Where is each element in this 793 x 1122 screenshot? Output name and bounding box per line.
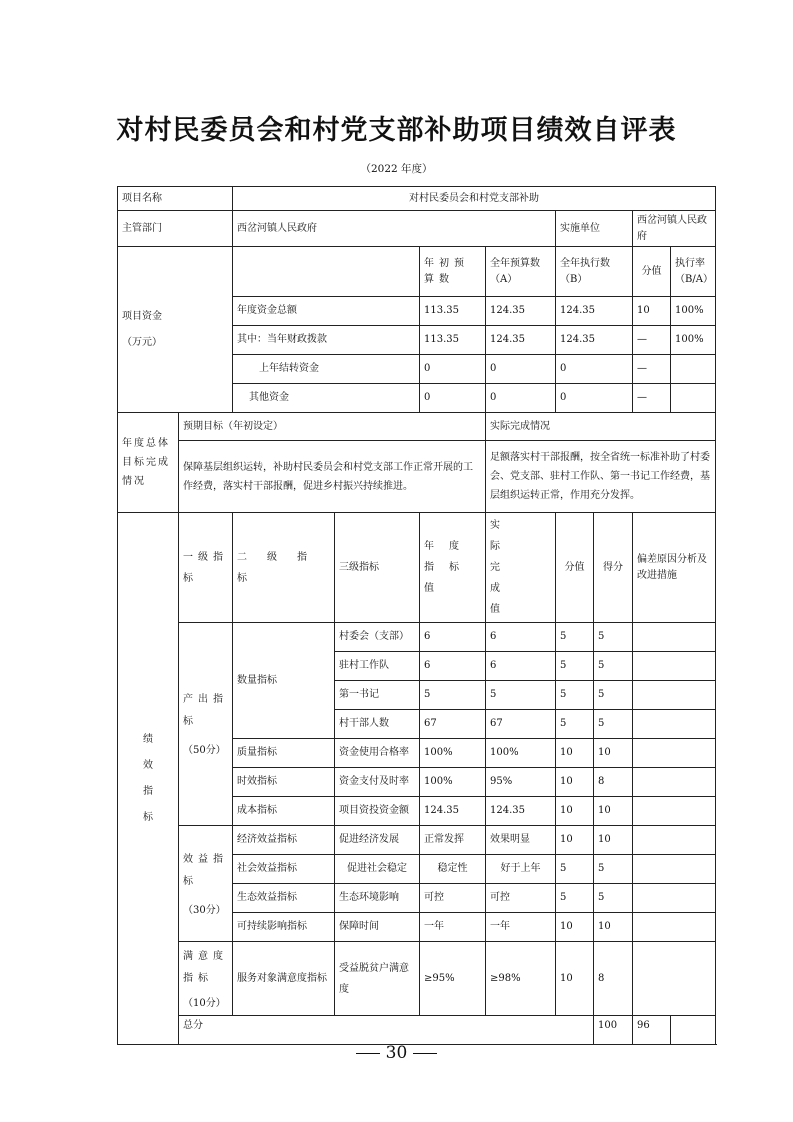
output-points: （50分）: [183, 745, 226, 757]
perf-score-value: 10: [556, 797, 594, 826]
funds-row-score-value: —: [633, 355, 671, 384]
perf-target: 可控: [420, 884, 486, 913]
perf-actual: 124.35: [486, 797, 556, 826]
perf-header-score: 得分: [594, 513, 633, 623]
funds-unit: （万元）: [122, 336, 162, 348]
perf-target: 100%: [420, 768, 486, 797]
perf-deviation: [633, 652, 716, 681]
perf-actual: 67: [486, 710, 556, 739]
perf-level3: 保障时间: [335, 913, 420, 942]
perf-actual: 5: [486, 681, 556, 710]
perf-deviation: [633, 797, 716, 826]
perf-header-actual: 实际完成值: [486, 513, 556, 623]
perf-deviation: [633, 884, 716, 913]
project-name-value: 对村民委员会和村党支部补助: [233, 187, 716, 211]
perf-actual: 6: [486, 652, 556, 681]
implementer-value: 西岔河镇人民政府: [633, 211, 716, 247]
perf-score: 5: [594, 652, 633, 681]
goals-label: 年度总体目标完成情况: [118, 413, 179, 513]
funds-header-score-value: 分值: [633, 247, 671, 297]
perf-score-value: 10: [556, 826, 594, 855]
funds-header-blank: [233, 247, 420, 297]
funds-label: 项目资金: [122, 311, 162, 322]
perf-actual: 95%: [486, 768, 556, 797]
funds-row-label: 年度资金总额: [233, 297, 420, 326]
funds-row-rate: [671, 384, 716, 413]
funds-row-rate: 100%: [671, 297, 716, 326]
funds-row-executed: 124.35: [556, 326, 633, 355]
perf-level3: 生态环境影响: [335, 884, 420, 913]
perf-level3: 资金支付及时率: [335, 768, 420, 797]
goals-header-row: [118, 413, 716, 441]
department-label: 主管部门: [118, 211, 233, 247]
perf-header-target: 年度指标值: [420, 513, 486, 623]
footer-dash-left: [356, 1053, 380, 1054]
perf-target: 6: [420, 652, 486, 681]
funds-row-annual: 0: [486, 384, 556, 413]
perf-level2: 社会效益指标: [233, 855, 335, 884]
perf-level3: 村干部人数: [335, 710, 420, 739]
benefit-label-cell: [179, 826, 233, 942]
perf-level3: 项目资投资金额: [335, 797, 420, 826]
perf-score-value: 10: [556, 913, 594, 942]
funds-header-initial: 年初预算数: [420, 247, 486, 297]
perf-target: 124.35: [420, 797, 486, 826]
perf-level3: 受益脱贫户满意度: [335, 942, 420, 1016]
perf-level3: 资金使用合格率: [335, 739, 420, 768]
satisfaction-points: （10分）: [183, 997, 226, 1009]
perf-score: 5: [594, 884, 633, 913]
perf-score-value: 5: [556, 884, 594, 913]
footer-dash-right: [413, 1053, 437, 1054]
perf-row: [118, 826, 716, 855]
satisfaction-label-cell: [179, 942, 233, 1016]
page-footer: [0, 1043, 793, 1063]
perf-level3: 促进社会稳定: [335, 855, 420, 884]
benefit-label: 效益指标: [183, 853, 228, 887]
perf-score: 10: [594, 797, 633, 826]
perf-deviation: [633, 681, 716, 710]
perf-deviation: [633, 739, 716, 768]
funds-row-score-value: —: [633, 326, 671, 355]
perf-target: 5: [420, 681, 486, 710]
perf-actual: 6: [486, 623, 556, 652]
perf-row: [118, 623, 716, 652]
perf-score: 5: [594, 855, 633, 884]
funds-row-initial: 0: [420, 355, 486, 384]
page-title: 对村民委员会和村党支部补助项目绩效自评表: [116, 115, 677, 146]
perf-deviation: [633, 710, 716, 739]
perf-level2: 经济效益指标: [233, 826, 335, 855]
perf-level2: 时效指标: [233, 768, 335, 797]
funds-row-annual: 0: [486, 355, 556, 384]
perf-deviation: [633, 623, 716, 652]
perf-actual: 一年: [486, 913, 556, 942]
perf-score: 5: [594, 710, 633, 739]
perf-level2: 成本指标: [233, 797, 335, 826]
output-label-cell: [179, 623, 233, 826]
perf-score: 10: [594, 913, 633, 942]
funds-row-rate: [671, 355, 716, 384]
perf-target: 稳定性: [420, 855, 486, 884]
perf-deviation: [633, 768, 716, 797]
perf-score-value: 10: [556, 942, 594, 1016]
perf-label-cell: [118, 513, 179, 1045]
funds-row-executed: 124.35: [556, 297, 633, 326]
perf-level3: 驻村工作队: [335, 652, 420, 681]
perf-target: 67: [420, 710, 486, 739]
funds-header-row: [118, 247, 716, 297]
satisfaction-label: 满意度指标: [183, 950, 228, 984]
funds-row-annual: 124.35: [486, 326, 556, 355]
project-name-row: [118, 187, 716, 211]
perf-target: 6: [420, 623, 486, 652]
funds-row-initial: 113.35: [420, 326, 486, 355]
funds-row-label: 上年结转资金: [233, 355, 420, 384]
perf-header-score-value: 分值: [556, 513, 594, 623]
perf-header-level1: 一级指标: [179, 513, 233, 623]
perf-row: [118, 942, 716, 1016]
perf-score-value: 10: [556, 739, 594, 768]
perf-score: 5: [594, 681, 633, 710]
total-row: [118, 1016, 716, 1045]
funds-label-cell: [118, 247, 233, 413]
funds-row-initial: 0: [420, 384, 486, 413]
output-label: 产出指标: [183, 694, 228, 728]
funds-row-annual: 124.35: [486, 297, 556, 326]
perf-level2: 服务对象满意度指标: [233, 942, 335, 1016]
self-evaluation-table: [117, 186, 716, 1045]
funds-row-initial: 113.35: [420, 297, 486, 326]
funds-row-score-value: —: [633, 384, 671, 413]
perf-deviation: [633, 913, 716, 942]
department-row: [118, 211, 716, 247]
perf-level3: 第一书记: [335, 681, 420, 710]
total-score: 96: [633, 1016, 671, 1045]
perf-target: 正常发挥: [420, 826, 486, 855]
funds-row-executed: 0: [556, 355, 633, 384]
perf-header-level2: 二级指标: [233, 513, 335, 623]
perf-deviation: [633, 826, 716, 855]
perf-target: ≥95%: [420, 942, 486, 1016]
total-label: 总分: [179, 1016, 594, 1045]
perf-score-value: 5: [556, 623, 594, 652]
perf-actual: 100%: [486, 739, 556, 768]
benefit-points: （30分）: [183, 904, 226, 916]
perf-target: 一年: [420, 913, 486, 942]
goals-actual-label: 实际完成情况: [486, 413, 716, 441]
perf-score: 10: [594, 826, 633, 855]
perf-target: 100%: [420, 739, 486, 768]
perf-actual: 好于上年: [486, 855, 556, 884]
perf-label: 绩 效 指 标: [143, 733, 153, 823]
implementer-label: 实施单位: [556, 211, 633, 247]
perf-header-row: [118, 513, 716, 623]
funds-header-rate: 执行率（B/A）: [671, 247, 716, 297]
funds-row-label: 其他资金: [233, 384, 420, 413]
funds-row-score-value: 10: [633, 297, 671, 326]
perf-deviation: [633, 942, 716, 1016]
page-number: 30: [385, 1043, 408, 1063]
perf-level2: 质量指标: [233, 739, 335, 768]
perf-level2: 生态效益指标: [233, 884, 335, 913]
perf-score: 8: [594, 942, 633, 1016]
perf-score-value: 5: [556, 681, 594, 710]
perf-score-value: 5: [556, 652, 594, 681]
page-subtitle: （2022 年度）: [360, 163, 433, 175]
perf-score-value: 5: [556, 855, 594, 884]
perf-score-value: 5: [556, 710, 594, 739]
perf-score: 5: [594, 623, 633, 652]
total-blank: [671, 1016, 716, 1045]
funds-row-rate: 100%: [671, 326, 716, 355]
project-name-label: 项目名称: [118, 187, 233, 211]
perf-score: 10: [594, 739, 633, 768]
department-value: 西岔河镇人民政府: [233, 211, 556, 247]
goals-content-row: [118, 441, 716, 513]
perf-header-deviation: 偏差原因分析及改进措施: [633, 513, 716, 623]
goals-actual-text: 足额落实村干部报酬，按全省统一标准补助了村委会、党支部、驻村工作队、第一书记工作经费，基层组织运转正常，作用充分发挥。: [486, 441, 716, 513]
perf-header-level3: 三级指标: [335, 513, 420, 623]
goals-expected-label: 预期目标（年初设定）: [179, 413, 486, 441]
perf-actual: ≥98%: [486, 942, 556, 1016]
quantity-label: 数量指标: [233, 623, 335, 739]
goals-expected-text: 保障基层组织运转，补助村民委员会和村党支部工作正常开展的工作经费，落实村干部报酬，促进乡村振兴持续推进。: [179, 441, 486, 513]
funds-row-executed: 0: [556, 384, 633, 413]
perf-actual: 效果明显: [486, 826, 556, 855]
funds-header-executed: 全年执行数（B）: [556, 247, 633, 297]
total-score-value: 100: [594, 1016, 633, 1045]
funds-header-annual: 全年预算数（A）: [486, 247, 556, 297]
perf-actual: 可控: [486, 884, 556, 913]
funds-row-label: 其中：当年财政拨款: [233, 326, 420, 355]
perf-score: 8: [594, 768, 633, 797]
perf-level3: 村委会（支部）: [335, 623, 420, 652]
perf-score-value: 10: [556, 768, 594, 797]
perf-level3: 促进经济发展: [335, 826, 420, 855]
perf-deviation: [633, 855, 716, 884]
perf-level2: 可持续影响指标: [233, 913, 335, 942]
